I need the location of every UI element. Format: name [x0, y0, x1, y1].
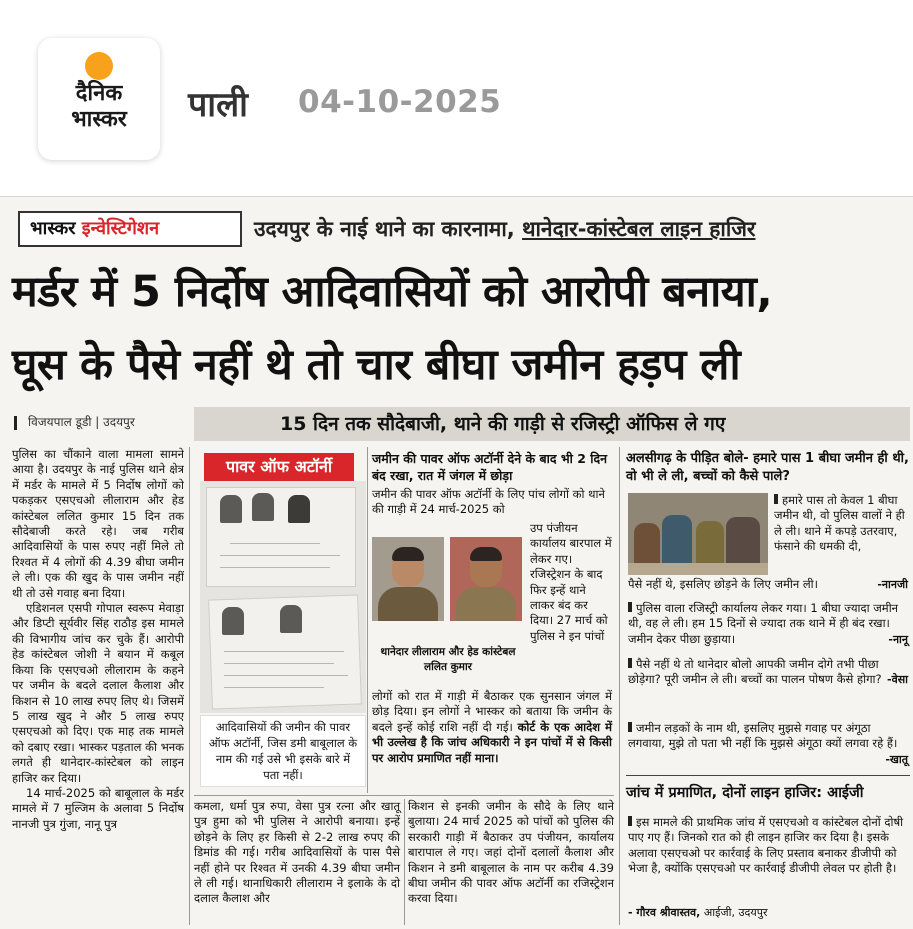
headline-line-2: घूस के पैसे नहीं थे तो चार बीघा जमीन हड़प ली	[12, 340, 741, 390]
quote-attribution: -वेसा	[887, 673, 908, 687]
quote-attribution: -खातू	[885, 752, 908, 766]
badge-label: इन्वेस्टिगेशन	[81, 218, 160, 239]
edition-city: पाली	[188, 85, 248, 125]
column-divider	[189, 447, 190, 925]
quote-text: पैसे नहीं थे तो थानेदार बोलो आपकी जमीन दोगे तभी पीछा छोड़ेगा? पूरी जमीन ले ली। बच्चों का पालन पोषण कैसे होगा?	[628, 657, 882, 687]
subheadline: 15 दिन तक सौदेबाजी, थाने की गाड़ी से रजिस्ट्री ऑफिस ले गए	[194, 407, 910, 441]
byline-mark	[14, 416, 24, 430]
edition-date: 04-10-2025	[298, 84, 502, 120]
body-column-1	[12, 447, 184, 925]
poa-tag: पावर ऑफ अटॉर्नी	[204, 453, 354, 481]
probe-text	[628, 815, 908, 877]
poa-document-image	[200, 481, 366, 713]
byline-name: विजयपाल डूडी	[28, 415, 92, 429]
section-divider	[194, 795, 614, 796]
newspaper-clipping	[0, 196, 913, 929]
quote-bullet	[628, 722, 632, 732]
court-order-note: कोर्ट के एक आदेश में भी उल्लेख है कि जांच अधिकारी ने इन पांचों में से किसी पर आरोप प्रमाणित नहीं माना।	[372, 719, 612, 765]
column-divider	[367, 447, 368, 793]
paragraph: एडिशनल एसपी गोपाल स्वरूप मेवाड़ा और डिप्टी सूर्यवीर सिंह राठौड़ इस मामले की विभागीय जांच कर चुके हैं। आरोपी हेड कांस्टेबल जोशी ने बयान में कबूल किया कि एसएचओ लीलाराम के कहने पर जमीन के बदले दलाल कैलाश और किशन से 10 लाख रुपए लिए थे। जिसमें 5 लाख खुद ने और 5 लाख रुपए एसएचओ को दिए। एक माह तक मामले को दबाए रखा। भास्कर पड़ताल की भनक लगते ही थानेदार-कांस्टेबल को लाइन हाजिर कर दिया।	[12, 601, 184, 785]
quote-bullet	[628, 816, 632, 826]
byline-place: | उदयपुर	[95, 415, 135, 429]
quote-bullet	[628, 602, 632, 612]
middle-story-side-text: उप पंजीयन कार्यालय बारपाल में लेकर गए। रजिस्ट्रेशन के बाद फिर इन्हें थाने लाकर बंद कर दिया। 27 मार्च को पुलिस ने इन पांचों	[530, 521, 612, 643]
quote-nanu	[628, 601, 908, 647]
middle-story-heading: जमीन की पावर ऑफ अटॉर्नी देने के बाद भी 2 दिन बंद रखा, रात में जंगल में छोड़ा	[372, 451, 608, 483]
quote-bullet	[774, 494, 778, 504]
paragraph: 14 मार्च-2025 को बाबूलाल के मर्डर मामले में 7 मुल्जिम के अलावा 5 निर्दोष नानजी पुत्र गुंजा, नानू पुत्र	[12, 785, 184, 831]
kicker	[254, 215, 755, 243]
body-column-2-lower: कमला, धर्मा पुत्र रुपा, वेसा पुत्र रत्ना और खातू पुत्र हुमा को भी पुलिस ने आरोपी बनाया। इन्हें छोड़ने के लिए हर किसी से 2-2 लाख रुपए की डिमांड की गई। गरीब आदिवासियों के पास पैसे नहीं होने पर रिश्वत में उनकी 4.39 बीघा जमीन ले ली गई। थानाधिकारी लीलाराम ने इलाके के दो दलाल कैलाश और	[194, 799, 400, 906]
section-divider	[626, 775, 910, 776]
quote-text: पुलिस वाला रजिस्ट्री कार्यालय लेकर गया। 1 बीघा ज्यादा जमीन थी, वह ले ली। हम 15 दिनों से ज्यादा तक थाने में ही बंद रखा। जमीन देकर पीछा छुड़ाया।	[628, 601, 899, 646]
photo-caption: थानेदार लीलाराम और हेड कांस्टेबल ललित कुमार	[380, 646, 516, 673]
quote-nanji	[774, 493, 908, 555]
quote-attribution: -नानजी	[877, 578, 908, 591]
victims-photo	[628, 493, 768, 575]
signature-name: - गौरव श्रीवास्तव,	[628, 906, 701, 919]
quote-vesa	[628, 657, 908, 688]
ig-signature	[628, 905, 908, 920]
app-header	[0, 0, 913, 190]
signature-title: आईजी, उदयपुर	[703, 906, 768, 919]
investigation-badge	[18, 211, 242, 247]
paragraph: पुलिस का चौंकाने वाला मामला सामने आया है। उदयपुर के नाई पुलिस थाने क्षेत्र में मर्डर के मामले में 5 निर्दोष लोगों को पकड़कर एसएचओ लीलाराम और हेड कांस्टेबल ललित कुमार 15 दिन तक सौदेबाजी करते रहे। जब गरीब आदिवासियों के पास रुपए नहीं मिले तो रिश्वत में 4 लोगों की 4.39 बीघा जमीन ले ली। एक की खुद के पास जमीन नहीं थी तो उसे गवाह बना दिया।	[12, 447, 184, 600]
quote-text: हमारे पास तो केवल 1 बीघा जमीन थी, वो पुलिस वालों ने ही ले ली। थाने में कपड़े उतरवाए, फंसाने की धमकी दी,	[774, 493, 905, 554]
quote-khatu	[628, 721, 908, 767]
logo-line-1: दैनिक	[75, 81, 123, 106]
sho-photo	[372, 537, 444, 621]
probe-body: इस मामले की प्राथमिक जांच में एसएचओ व कांस्टेबल दोनों दोषी पाए गए हैं। जिनको रात को ही लाइन हाजिर कर दिया है। इसके अलावा एसएचओ पर कार्रवाई के लिए प्रस्ताव बनाकर डीजीपी को भेजा है, क्योंकि एसएचओ पर कार्रवाई डीजीपी लेवल पर होती है।	[628, 815, 904, 876]
probe-heading: जांच में प्रमाणित, दोनों लाइन हाजिर: आईजी	[626, 785, 864, 801]
constable-photo	[450, 537, 522, 621]
byline	[14, 413, 135, 430]
quote-nanji-continued	[628, 577, 908, 592]
kicker-underlined: थानेदार-कांस्टेबल लाइन हाजिर	[522, 217, 756, 241]
quote-text: पैसे नहीं थे, इसलिए छोड़ने के लिए जमीन ली।	[628, 577, 819, 591]
sun-icon	[85, 52, 113, 80]
column-divider	[619, 447, 620, 925]
quote-text: जमीन लड़कों के नाम थी, इसलिए मुझसे गवाह पर अंगूठा लगवाया, मुझे तो पता भी नहीं कि मुझसे अंगूठा क्यों लगवा रहे हैं।	[628, 721, 898, 751]
headline-line-1: मर्डर में 5 निर्दोष आदिवासियों को आरोपी बनाया,	[12, 267, 773, 317]
kicker-text: उदयपुर के नाई थाने का कारनामा,	[254, 217, 515, 241]
poa-caption: आदिवासियों की जमीन की पावर ऑफ अटॉर्नी, जिस डमी बाबूलाल के नाम की गई उसे भी इसके बारे में पता नहीं।	[200, 715, 366, 787]
badge-brand: भास्कर	[30, 218, 76, 239]
body-column-3-lower: किशन से इनकी जमीन के सौदे के लिए थाने बुलाया। 24 मार्च 2025 को पांचों को पुलिस की सरकारी गाड़ी में बैठाकर उप पंजीयन, कार्यालय बारापाल ले गए। जहां दोनों दलालों कैलाश और किशन ने डमी बाबूलाल के नाम पर करीब 4.39 बीघा जमीन की पावर ऑफ अटॉर्नी का रजिस्ट्रेशन करवा दिया।	[408, 799, 614, 906]
quote-attribution: -नानू	[888, 632, 908, 646]
logo-line-2: भास्कर	[71, 107, 127, 132]
dainik-bhaskar-logo[interactable]	[38, 38, 160, 160]
victims-heading: अलसीगढ़ के पीड़ित बोले- हमारे पास 1 बीघा जमीन ही थी, वो भी ले ली, बच्चों को कैसे पाले?	[626, 451, 909, 484]
middle-story-text: लोगों को रात में गाड़ी में बैठाकर एक सुनसान जंगल में छोड़ दिया। इन लोगों ने भास्कर को बताया कि जमीन के बदले इन्हें कोई राशि नहीं दी गई।	[372, 689, 612, 734]
middle-story-intro: जमीन की पावर ऑफ अटॉर्नी के लिए पांच लोगों को थाने की गाड़ी में 24 मार्च-2025 को	[372, 487, 605, 517]
quote-bullet	[628, 658, 632, 668]
middle-story-continued	[372, 689, 612, 766]
column-divider	[404, 799, 405, 925]
